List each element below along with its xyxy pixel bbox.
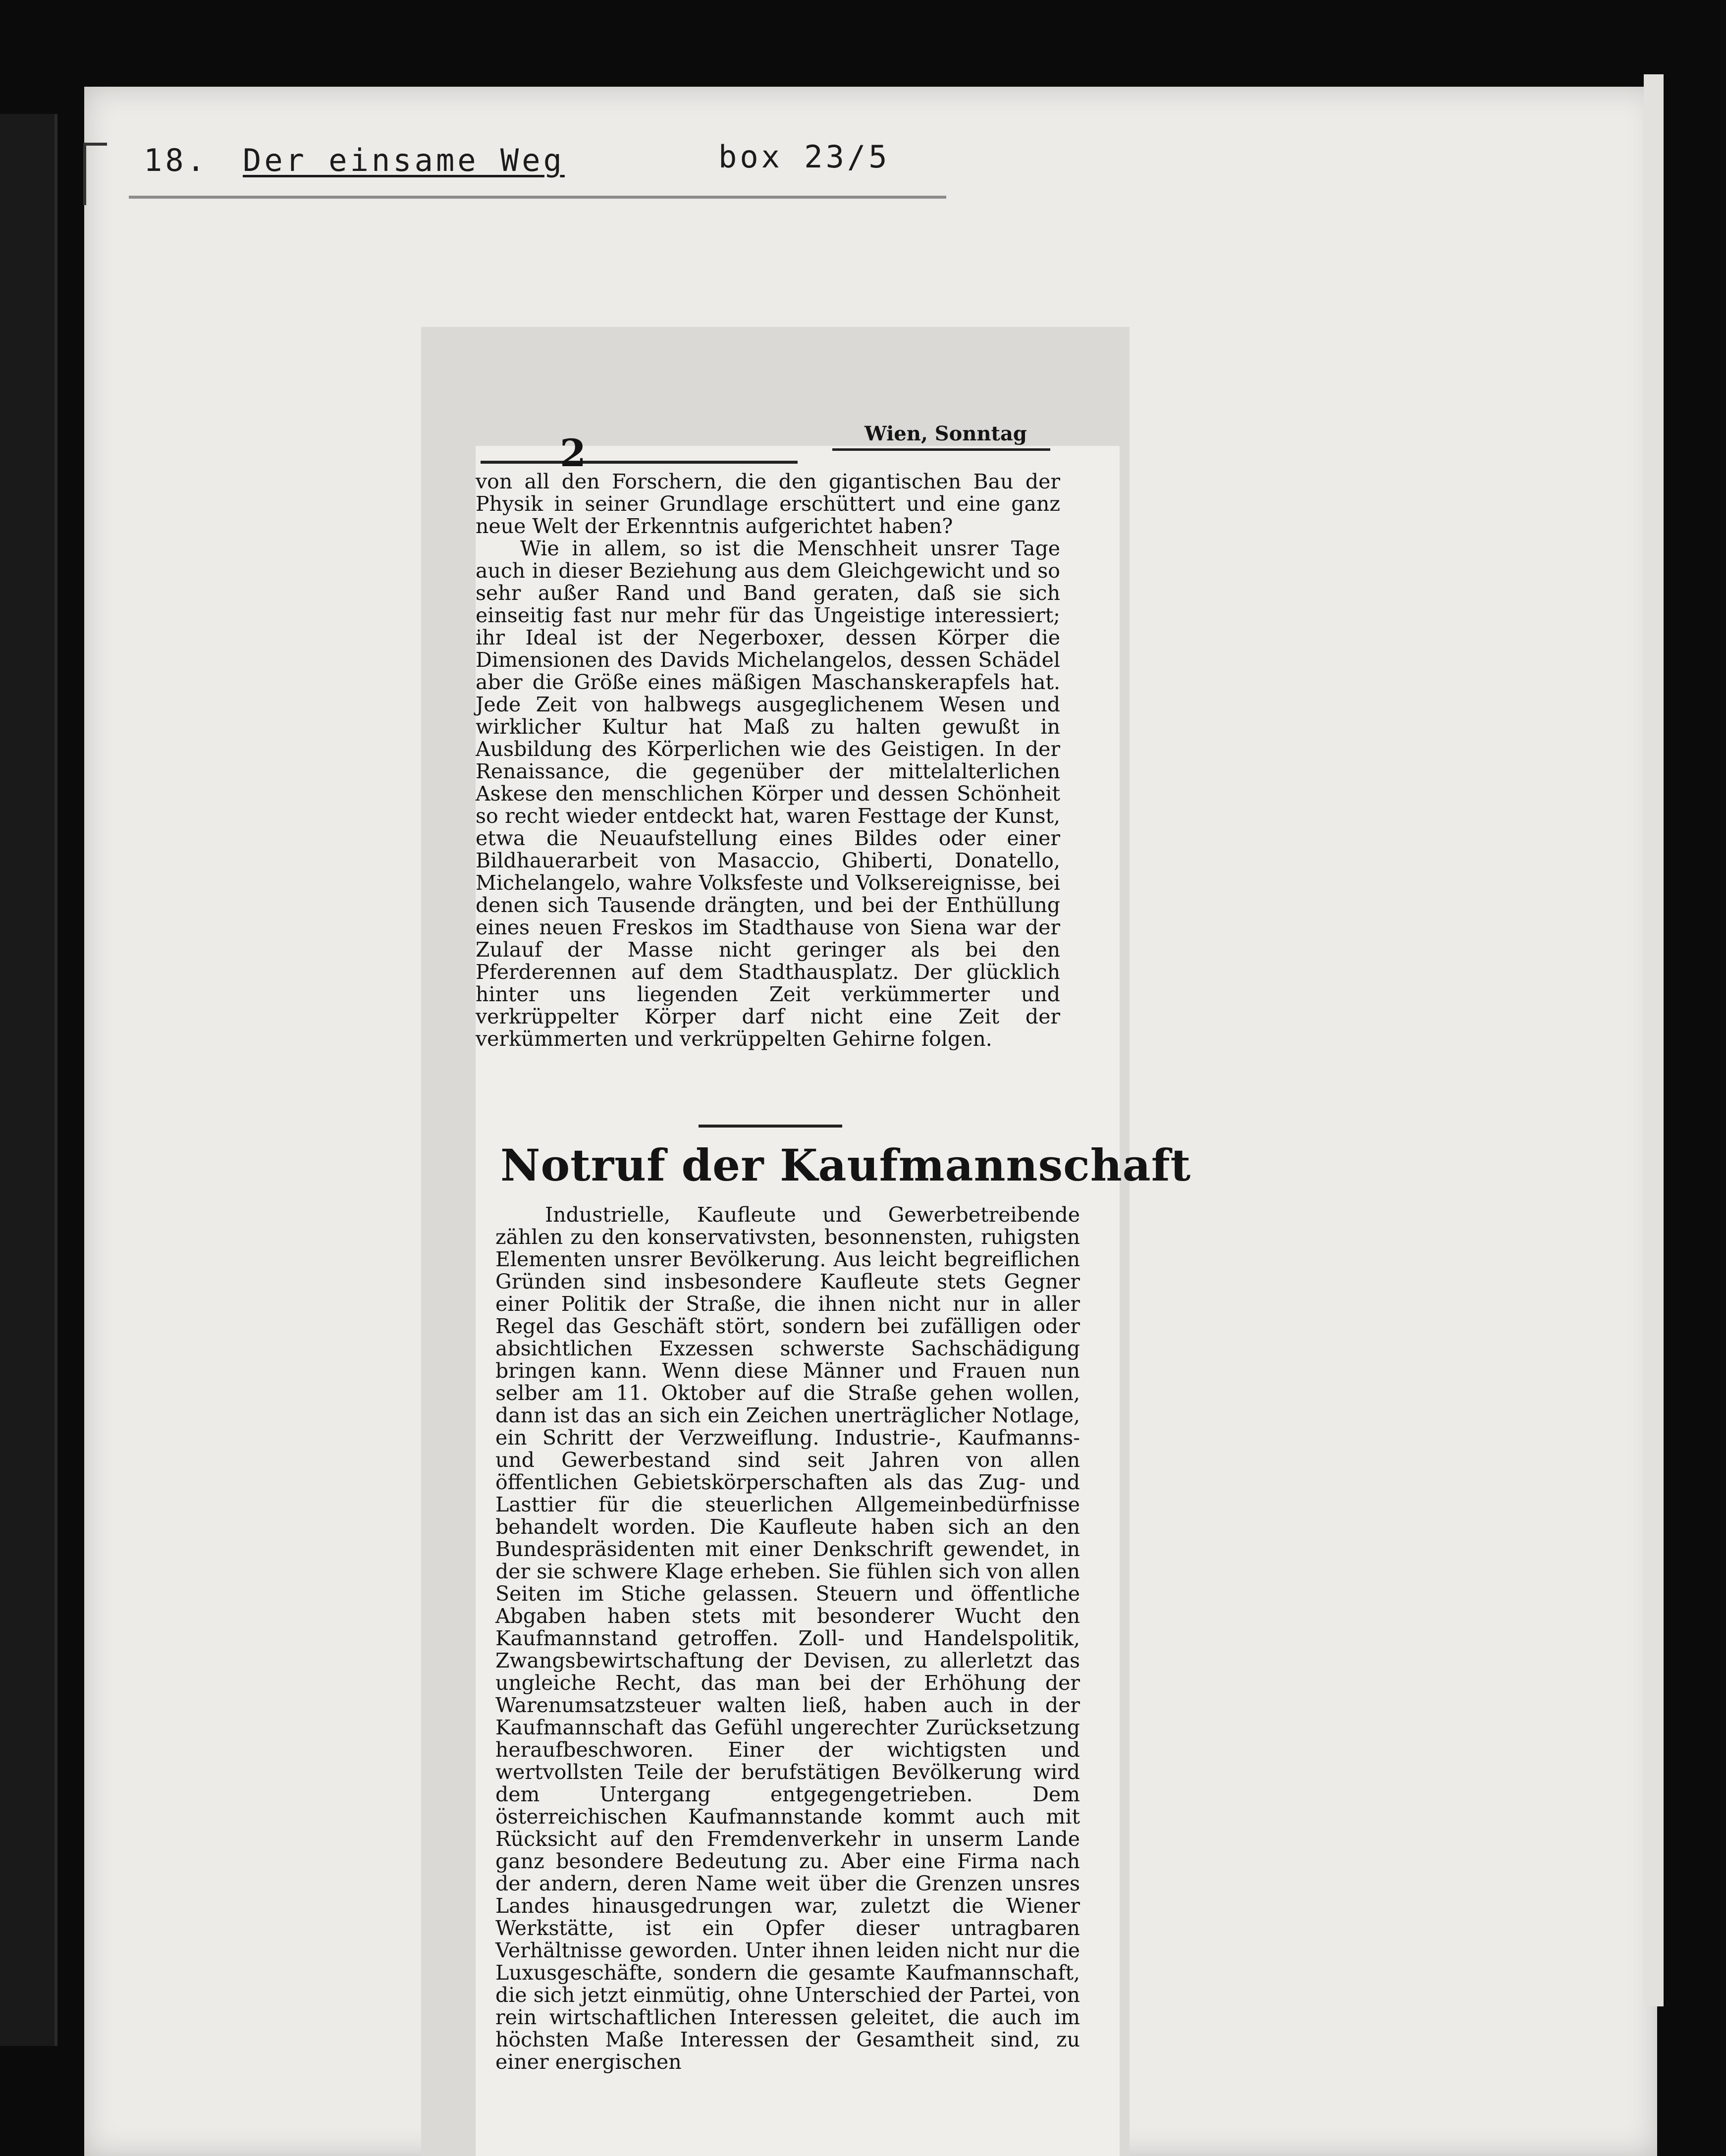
paragraph: Industrielle, Kaufleute und Gewerbetreibende zählen zu den konservativsten, besonnensten, ruhigsten Elementen unsrer Bevölkerung. Aus leicht begreiflichen Gründen sind insbesondere Kaufleute stets Gegner einer Politik der Straße, die ihnen nicht nur in aller Regel das Geschäft stört, sondern bei zufälligen oder absichtlichen Exzessen schwerste Sachschädigung bringen kann. Wenn diese Männer und Frauen nun selber am 11. Oktober auf die Straße gehen wollen, dann ist das an sich ein Zeichen unerträglicher Notlage, ein Schritt der Verzweiflung. Industrie-, Kaufmanns- und Gewerbestand sind seit Jahren von allen öffentlichen Gebietskörperschaften als das Zug- und Lasttier für die steuerlichen Allgemeinbedürfnisse behandelt worden. Die Kaufleute haben sich an den Bundespräsidenten mit einer Denkschrift gewendet, in der sie schwere Klage erheben. Sie fühlen sich von allen Seiten im Stiche gelassen. Steuern und öffentliche Abgaben haben stets mit besonderer Wucht den Kaufmannstand getroffen. Zoll- und Handelspolitik, Zwangsbewirtschaftung der Devisen, zu allerletzt das ungleiche Recht, das man bei der Erhöhung der Warenumsatzsteuer walten ließ, haben auch in der Kaufmannschaft das Gefühl ungerechter Zurücksetzung heraufbeschworen. Einer der wichtigsten und wertvollsten Teile der berufstätigen Bevölkerung wird dem Untergang entgegengetrieben. Dem österreichischen Kaufmannstande kommt auch mit Rücksicht auf den Fremdenverkehr in unserm Lande ganz besondere Bedeutung zu. Aber eine Firma nach der andern, deren Name weit über die Grenzen unsres Landes hinausgedrungen war, zuletzt die Wiener Werkstätte, ist ein Opfer dieser untragbaren Verhältnisse geworden. Unter ihnen leiden nicht nur die Luxusgeschäfte, sondern die gesamte Kaufmannschaft, die sich jetzt einmütig, ohne Unterschied der Partei, von rein wirtschaftlichen Interessen geleitet, die auch im höchsten Maße Interessen der Gesamtheit sind, zu einer energischen (495, 1203, 1080, 2074)
adjacent-page-edge (0, 114, 57, 2046)
paragraph: Wie in allem, so ist die Menschheit unsrer Tage auch in dieser Beziehung aus dem Gleichgewicht und so sehr außer Rand und Band geraten, daß sie sich einseitig fast nur mehr für das Ungeistige interessiert; ihr Ideal ist der Negerboxer, dessen Körper die Dimensionen des Davids Michelangelos, dessen Schädel aber die Größe eines mäßigen Maschanskerapfels hat. Jede Zeit von halbwegs ausgeglichenem Wesen und wirklicher Kultur hat Maß zu halten gewußt in Ausbildung des Körperlichen wie des Geistigen. In der Renaissance, die gegenüber der mittelalterlichen Askese den menschlichen Körper und dessen Schönheit so recht wieder entdeckt hat, waren Festtage der Kunst, etwa die Neuaufstellung eines Bildes oder einer Bildhauerarbeit von Masaccio, Ghiberti, Donatello, Michelangelo, wahre Volksfeste und Volksereignisse, bei denen sich Tausende drängten, und bei der Enthüllung eines neuen Freskos im Stadthause von Siena war der Zulauf der Masse nicht geringer als bei den Pferderennen auf dem Stadthausplatz. Der glücklich hinter uns liegenden Zeit verkümmerter und verkrüppelter Körper darf nicht eine Zeit der verkümmerten und verkrüppelten Gehirne folgen. (476, 537, 1060, 1051)
article-headline: Notruf der Kaufmannschaft (500, 1139, 1191, 1191)
folder-number: 18. (144, 142, 208, 178)
previous-article-text (476, 471, 1060, 1050)
corner-bracket (83, 143, 107, 205)
box-label: box 23/5 (718, 139, 890, 175)
article-divider (699, 1125, 842, 1128)
masthead-rule-left (481, 461, 798, 464)
sheet-edge (1644, 74, 1664, 2006)
newspaper-clipping (476, 422, 1191, 2156)
archive-header (129, 136, 971, 191)
header-rule (129, 196, 946, 199)
masthead-rule-right (832, 448, 1050, 451)
article-body (495, 1204, 1080, 2073)
paragraph: von all den Forschern, die den gigantischen Bau der Physik in seiner Grundlage erschüttert und eine ganz neue Welt der Erkenntnis aufgerichtet haben? (476, 470, 1060, 538)
page-number: 2 (560, 431, 586, 475)
work-title: Der einsame Weg (243, 142, 565, 178)
dateline: Wien, Sonntag (864, 422, 1027, 445)
